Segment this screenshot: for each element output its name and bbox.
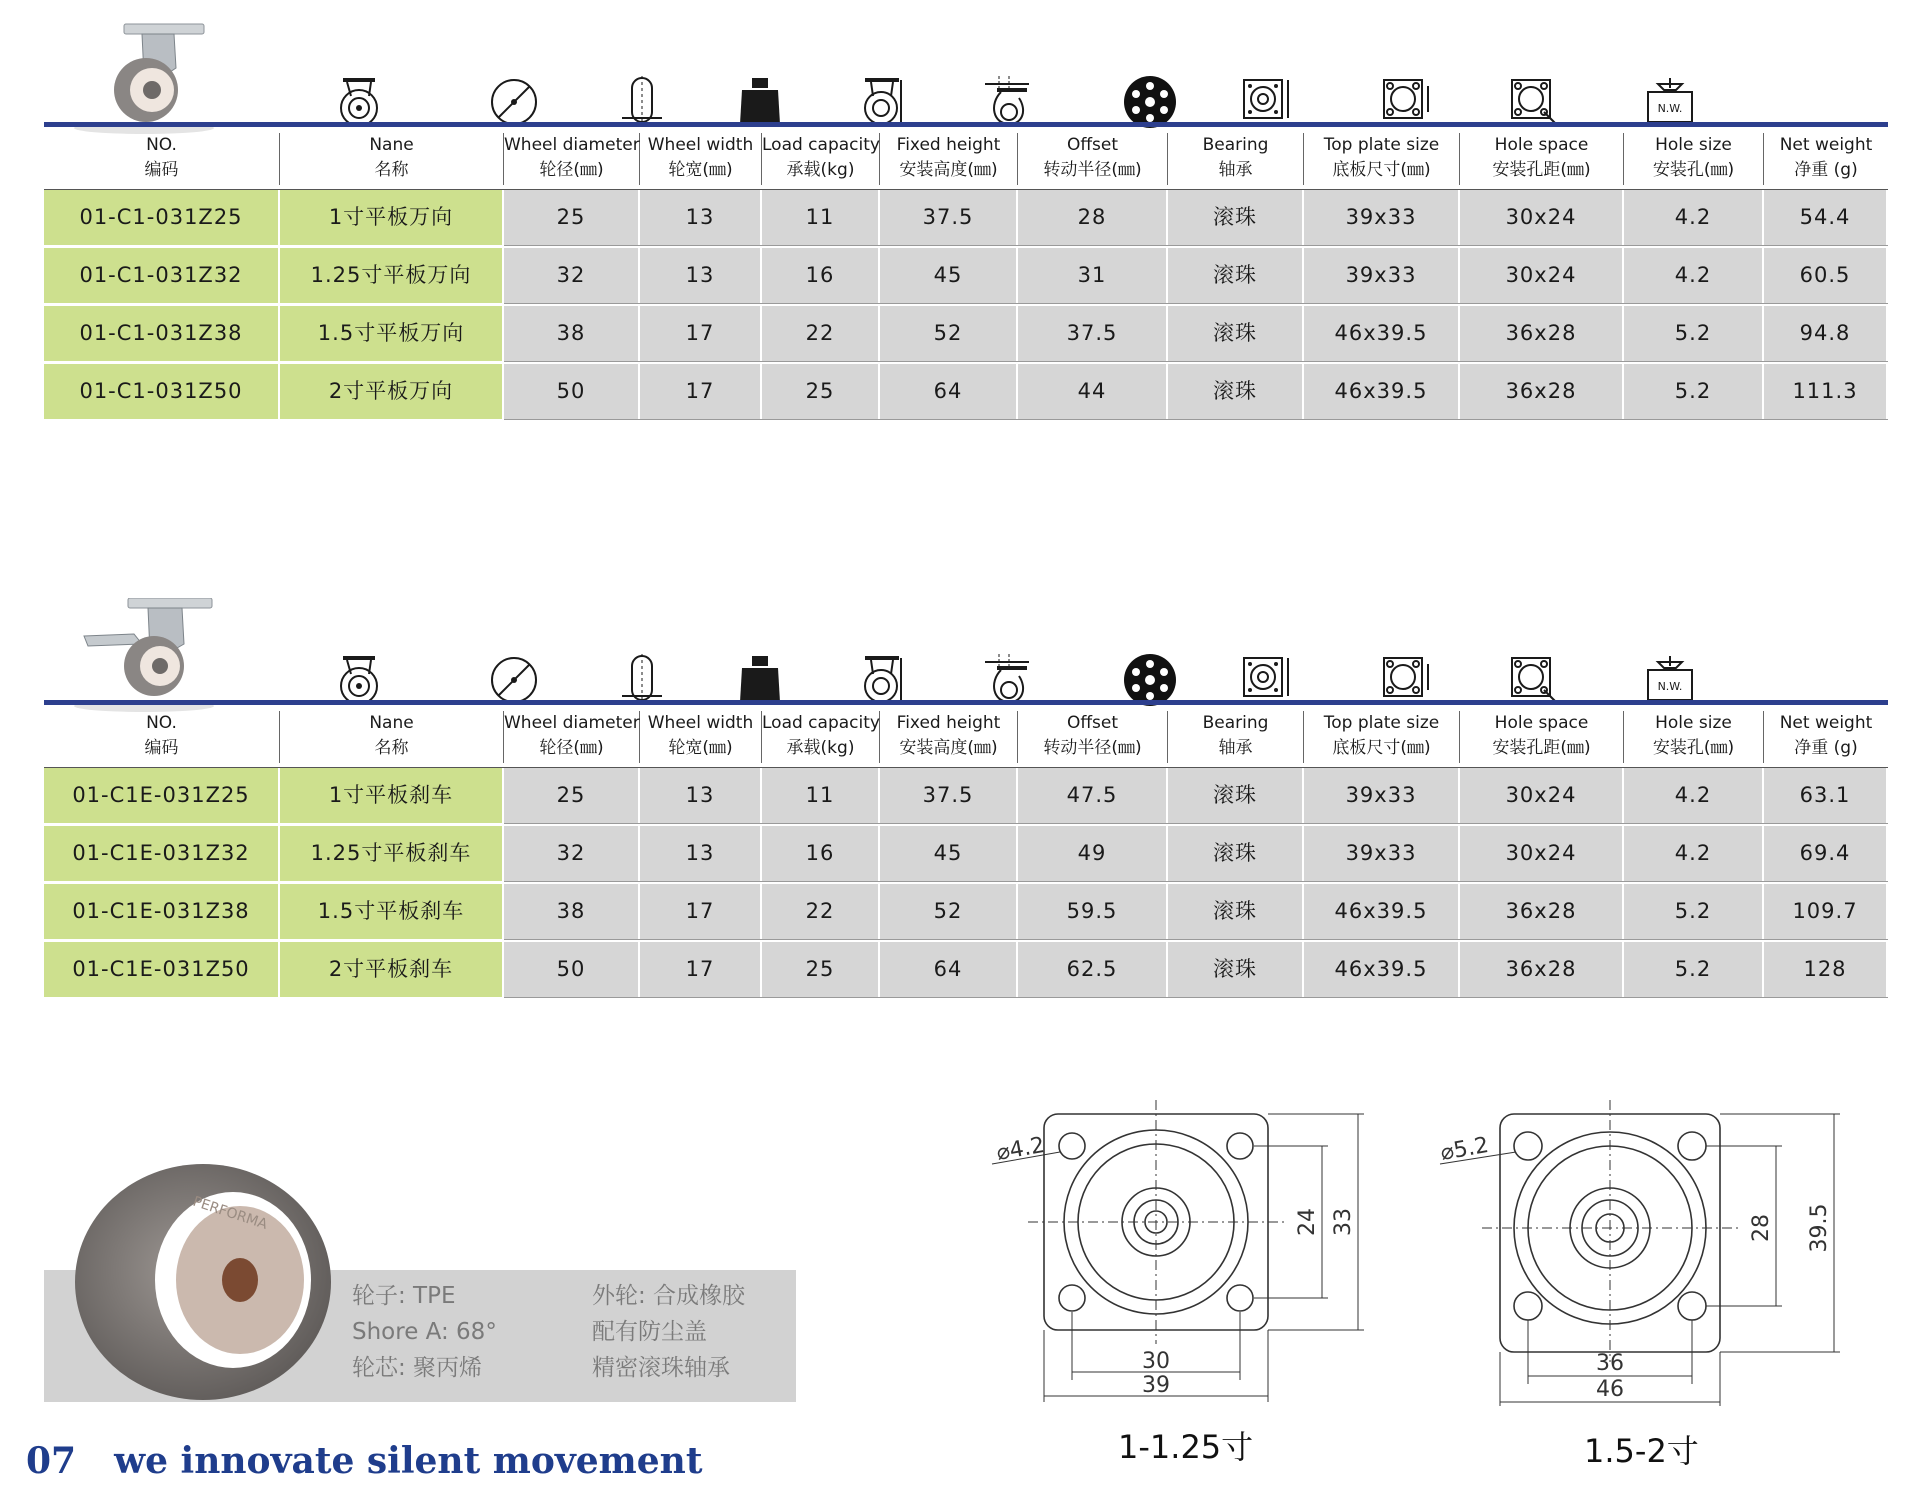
- row-divider: [504, 939, 1888, 940]
- header-cn: 净重 (g): [1794, 738, 1858, 758]
- row-divider: [504, 361, 1888, 362]
- table-cell: 32: [504, 248, 640, 303]
- column-header: [1460, 711, 1624, 763]
- table-cell: 37.5: [880, 190, 1018, 245]
- header-cn: 转动半径(㎜): [1043, 160, 1142, 180]
- header-cn: 编码: [144, 738, 179, 758]
- spec-line: Shore A: 68°: [352, 1319, 497, 1345]
- table-cell: 54.4: [1764, 190, 1888, 245]
- header-en: Bearing: [1202, 713, 1269, 733]
- column-header: [762, 133, 880, 185]
- inner-width-label: 36: [1596, 1351, 1624, 1376]
- svg-text:N.W.: N.W.: [1657, 102, 1683, 115]
- header-en: Hole space: [1494, 135, 1589, 155]
- header-en: Net weight: [1779, 135, 1873, 155]
- table-cell: 11: [762, 190, 880, 245]
- table-header: [44, 127, 1888, 190]
- table-cell: 5.2: [1624, 884, 1764, 939]
- table-header: [44, 705, 1888, 768]
- table-row: [44, 942, 1888, 997]
- net-weight-scale-icon: [1640, 652, 1700, 706]
- table-cell: 17: [640, 884, 762, 939]
- wheel-diameter-icon: [484, 74, 544, 128]
- table-cell: 50: [504, 364, 640, 419]
- plate-drawing-large: [1420, 1100, 1860, 1410]
- header-en: Fixed height: [896, 713, 1001, 733]
- header-en: Load capacity: [762, 135, 880, 155]
- plate-drawing-small: [968, 1100, 1408, 1410]
- header-cn: 安装高度(㎜): [899, 738, 998, 758]
- table-cell: 4.2: [1624, 826, 1764, 881]
- table-cell: 37.5: [880, 768, 1018, 823]
- header-en: Hole space: [1494, 713, 1589, 733]
- table-cell: 16: [762, 248, 880, 303]
- table-cell: 52: [880, 306, 1018, 361]
- column-header: [762, 711, 880, 763]
- column-header: [1168, 711, 1304, 763]
- table-cell: 46x39.5: [1304, 306, 1460, 361]
- table-cell: 4.2: [1624, 248, 1764, 303]
- table-cell: 50: [504, 942, 640, 997]
- header-en: Wheel diameter: [504, 713, 640, 733]
- header-cn: 转动半径(㎜): [1043, 738, 1142, 758]
- product-name-cell: 2寸平板万向: [280, 364, 504, 419]
- table-cell: 13: [640, 248, 762, 303]
- swivel-caster-photo: [64, 20, 224, 135]
- table-cell: 滚珠: [1168, 826, 1304, 881]
- table-cell: 46x39.5: [1304, 884, 1460, 939]
- table-cell: 滚珠: [1168, 306, 1304, 361]
- table-cell: 25: [504, 768, 640, 823]
- table-cell: 22: [762, 306, 880, 361]
- table-cell: 28: [1018, 190, 1168, 245]
- slogan: we innovate silent movement: [114, 1440, 703, 1482]
- table-cell: 45: [880, 248, 1018, 303]
- top-plate-icon: [1234, 74, 1294, 128]
- column-header: [640, 711, 762, 763]
- table-cell: 36x28: [1460, 884, 1624, 939]
- header-cn: 名称: [374, 738, 409, 758]
- spec-line: 配有防尘盖: [592, 1319, 707, 1345]
- product-name-cell: 1.5寸平板万向: [280, 306, 504, 361]
- column-header: [1460, 133, 1624, 185]
- header-cn: 承载(kg): [786, 160, 855, 180]
- column-header: [1304, 711, 1460, 763]
- header-en: Hole size: [1655, 713, 1732, 733]
- top-plate-icon: [1234, 652, 1294, 706]
- header-cn: 名称: [374, 160, 409, 180]
- table-cell: 5.2: [1624, 942, 1764, 997]
- table-cell: 64: [880, 942, 1018, 997]
- header-cn: 轮宽(㎜): [668, 160, 733, 180]
- product-code-cell: 01-C1E-031Z32: [44, 826, 280, 881]
- fixed-height-icon: [851, 74, 911, 128]
- table-cell: 30x24: [1460, 826, 1624, 881]
- header-en: Net weight: [1779, 713, 1873, 733]
- table-row: [44, 826, 1888, 881]
- caster-fork-icon: [329, 652, 389, 706]
- wheel-diameter-icon: [484, 652, 544, 706]
- row-divider: [504, 881, 1888, 882]
- row-divider: [504, 303, 1888, 304]
- table-cell: 39x33: [1304, 190, 1460, 245]
- header-cn: 净重 (g): [1794, 160, 1858, 180]
- column-header: [880, 711, 1018, 763]
- spec-line: 精密滚珠轴承: [592, 1355, 730, 1381]
- product-code-cell: 01-C1E-031Z38: [44, 884, 280, 939]
- column-header: [280, 711, 504, 763]
- header-cn: 轮径(㎜): [539, 160, 604, 180]
- header-cn: 安装孔(㎜): [1652, 160, 1735, 180]
- row-divider: [504, 997, 1888, 998]
- product-code-cell: 01-C1-031Z25: [44, 190, 280, 245]
- table-cell: 44: [1018, 364, 1168, 419]
- column-header: [1168, 133, 1304, 185]
- table-cell: 69.4: [1764, 826, 1888, 881]
- table-cell: 5.2: [1624, 364, 1764, 419]
- footer: [26, 1440, 702, 1482]
- table-cell: 13: [640, 826, 762, 881]
- table-cell: 36x28: [1460, 364, 1624, 419]
- table-cell: 46x39.5: [1304, 364, 1460, 419]
- row-divider: [504, 823, 1888, 824]
- table-cell: 38: [504, 884, 640, 939]
- product-name-cell: 1寸平板万向: [280, 190, 504, 245]
- hole-space-icon: [1374, 652, 1434, 706]
- table-cell: 17: [640, 306, 762, 361]
- table-cell: 63.1: [1764, 768, 1888, 823]
- table-cell: 30x24: [1460, 248, 1624, 303]
- header-en: Load capacity: [762, 713, 880, 733]
- svg-text:N.W.: N.W.: [1657, 680, 1683, 693]
- column-header: [44, 711, 280, 763]
- table-cell: 94.8: [1764, 306, 1888, 361]
- header-cn: 安装高度(㎜): [899, 160, 998, 180]
- column-header: [280, 133, 504, 185]
- column-header: [504, 133, 640, 185]
- table-cell: 45: [880, 826, 1018, 881]
- outer-width-label: 46: [1596, 1377, 1624, 1402]
- table-cell: 4.2: [1624, 768, 1764, 823]
- product-name-cell: 1.5寸平板刹车: [280, 884, 504, 939]
- header-en: Nane: [369, 135, 414, 155]
- header-en: Top plate size: [1323, 135, 1440, 155]
- spec-line: 轮芯: 聚丙烯: [352, 1355, 483, 1381]
- header-cn: 轮径(㎜): [539, 738, 604, 758]
- spec-line: 轮子: TPE: [352, 1283, 456, 1309]
- table-cell: 滚珠: [1168, 364, 1304, 419]
- table-row: [44, 190, 1888, 245]
- table-cell: 滚珠: [1168, 942, 1304, 997]
- hole-size-icon: [1502, 652, 1562, 706]
- header-en: Bearing: [1202, 135, 1269, 155]
- table-cell: 13: [640, 190, 762, 245]
- product-name-cell: 1.25寸平板刹车: [280, 826, 504, 881]
- header-en: Wheel diameter: [504, 135, 640, 155]
- table-cell: 37.5: [1018, 306, 1168, 361]
- wheel-photo: [68, 1162, 338, 1402]
- header-en: NO.: [146, 713, 177, 733]
- offset-icon: [979, 74, 1039, 128]
- header-en: Nane: [369, 713, 414, 733]
- table-cell: 滚珠: [1168, 884, 1304, 939]
- table-cell: 滚珠: [1168, 768, 1304, 823]
- offset-icon: [979, 652, 1039, 706]
- row-divider: [504, 245, 1888, 246]
- table-cell: 滚珠: [1168, 190, 1304, 245]
- caster-fork-icon: [329, 74, 389, 128]
- wheel-brand-text: PERFORMA: [190, 1193, 270, 1233]
- table-cell: 128: [1764, 942, 1888, 997]
- product-code-cell: 01-C1-031Z32: [44, 248, 280, 303]
- table-cell: 25: [762, 942, 880, 997]
- brake-caster-photo: [64, 598, 224, 713]
- table-cell: 25: [762, 364, 880, 419]
- table-cell: 64: [880, 364, 1018, 419]
- header-en: Wheel width: [647, 135, 754, 155]
- table-cell: 49: [1018, 826, 1168, 881]
- header-cn: 底板尺寸(㎜): [1332, 738, 1431, 758]
- outer-height-label: 39.5: [1807, 1203, 1832, 1253]
- table-cell: 52: [880, 884, 1018, 939]
- table-row: [44, 248, 1888, 303]
- column-header: [1764, 711, 1888, 763]
- product-code-cell: 01-C1-031Z50: [44, 364, 280, 419]
- inner-height-label: 24: [1295, 1208, 1320, 1236]
- header-cn: 安装孔距(㎜): [1492, 160, 1591, 180]
- outer-height-label: 33: [1331, 1208, 1356, 1236]
- wheel-width-icon: [612, 74, 672, 128]
- row-divider: [504, 419, 1888, 420]
- wheel-spec-block: [44, 1140, 796, 1402]
- column-header: [44, 133, 280, 185]
- spec-left: [352, 1278, 497, 1386]
- page-number: 07: [26, 1440, 77, 1482]
- icon-row: [44, 608, 1888, 700]
- column-header: [1018, 711, 1168, 763]
- table-row: [44, 884, 1888, 939]
- header-cn: 轮宽(㎜): [668, 738, 733, 758]
- table-cell: 60.5: [1764, 248, 1888, 303]
- product-name-cell: 2寸平板刹车: [280, 942, 504, 997]
- table-cell: 5.2: [1624, 306, 1764, 361]
- spec-right: [592, 1278, 745, 1386]
- table-cell: 59.5: [1018, 884, 1168, 939]
- column-header: [1018, 133, 1168, 185]
- column-header: [880, 133, 1018, 185]
- wheel-width-icon: [612, 652, 672, 706]
- header-en: Wheel width: [647, 713, 754, 733]
- table-row: [44, 768, 1888, 823]
- table-cell: 36x28: [1460, 942, 1624, 997]
- hole-space-icon: [1374, 74, 1434, 128]
- table-cell: 109.7: [1764, 884, 1888, 939]
- column-header: [640, 133, 762, 185]
- column-header: [1304, 133, 1460, 185]
- net-weight-scale-icon: [1640, 74, 1700, 128]
- table-row: [44, 364, 1888, 419]
- header-cn: 底板尺寸(㎜): [1332, 160, 1431, 180]
- header-cn: 轴承: [1218, 738, 1253, 758]
- column-header: [1624, 711, 1764, 763]
- table-cell: 17: [640, 942, 762, 997]
- table-cell: 47.5: [1018, 768, 1168, 823]
- table-cell: 11: [762, 768, 880, 823]
- header-cn: 轴承: [1218, 160, 1253, 180]
- spec-line: 外轮: 合成橡胶: [592, 1283, 746, 1309]
- header-en: Offset: [1066, 713, 1119, 733]
- table-cell: 36x28: [1460, 306, 1624, 361]
- table-cell: 39x33: [1304, 826, 1460, 881]
- drawing-caption-large: 1.5-2寸: [1584, 1432, 1699, 1470]
- fixed-height-icon: [851, 652, 911, 706]
- table-cell: 4.2: [1624, 190, 1764, 245]
- load-weight-icon: [730, 652, 790, 706]
- table-cell: 22: [762, 884, 880, 939]
- header-cn: 编码: [144, 160, 179, 180]
- load-weight-icon: [730, 74, 790, 128]
- product-name-cell: 1.25寸平板万向: [280, 248, 504, 303]
- table-cell: 17: [640, 364, 762, 419]
- product-name-cell: 1寸平板刹车: [280, 768, 504, 823]
- product-code-cell: 01-C1E-031Z25: [44, 768, 280, 823]
- table-cell: 62.5: [1018, 942, 1168, 997]
- table-cell: 30x24: [1460, 768, 1624, 823]
- table-cell: 30x24: [1460, 190, 1624, 245]
- table-row: [44, 306, 1888, 361]
- table-cell: 39x33: [1304, 248, 1460, 303]
- header-en: NO.: [146, 135, 177, 155]
- table-cell: 13: [640, 768, 762, 823]
- outer-width-label: 39: [1142, 1373, 1170, 1398]
- hole-diameter-label: ⌀5.2: [1438, 1132, 1491, 1166]
- hole-size-icon: [1502, 74, 1562, 128]
- table-cell: 38: [504, 306, 640, 361]
- inner-width-label: 30: [1142, 1349, 1170, 1374]
- header-cn: 安装孔(㎜): [1652, 738, 1735, 758]
- bearing-icon: [1120, 74, 1180, 128]
- drawing-caption-small: 1-1.25寸: [1118, 1428, 1254, 1466]
- hole-diameter-label: ⌀4.2: [994, 1132, 1047, 1166]
- table-cell: 46x39.5: [1304, 942, 1460, 997]
- header-en: Offset: [1066, 135, 1119, 155]
- table-cell: 32: [504, 826, 640, 881]
- header-en: Fixed height: [896, 135, 1001, 155]
- column-header: [1764, 133, 1888, 185]
- inner-height-label: 28: [1749, 1214, 1774, 1242]
- table-cell: 25: [504, 190, 640, 245]
- header-cn: 承载(kg): [786, 738, 855, 758]
- table-cell: 滚珠: [1168, 248, 1304, 303]
- header-en: Hole size: [1655, 135, 1732, 155]
- table-cell: 39x33: [1304, 768, 1460, 823]
- header-cn: 安装孔距(㎜): [1492, 738, 1591, 758]
- icon-row: [44, 30, 1888, 122]
- column-header: [1624, 133, 1764, 185]
- product-code-cell: 01-C1-031Z38: [44, 306, 280, 361]
- table-cell: 16: [762, 826, 880, 881]
- table-cell: 111.3: [1764, 364, 1888, 419]
- product-code-cell: 01-C1E-031Z50: [44, 942, 280, 997]
- table-cell: 31: [1018, 248, 1168, 303]
- bearing-icon: [1120, 652, 1180, 706]
- column-header: [504, 711, 640, 763]
- header-en: Top plate size: [1323, 713, 1440, 733]
